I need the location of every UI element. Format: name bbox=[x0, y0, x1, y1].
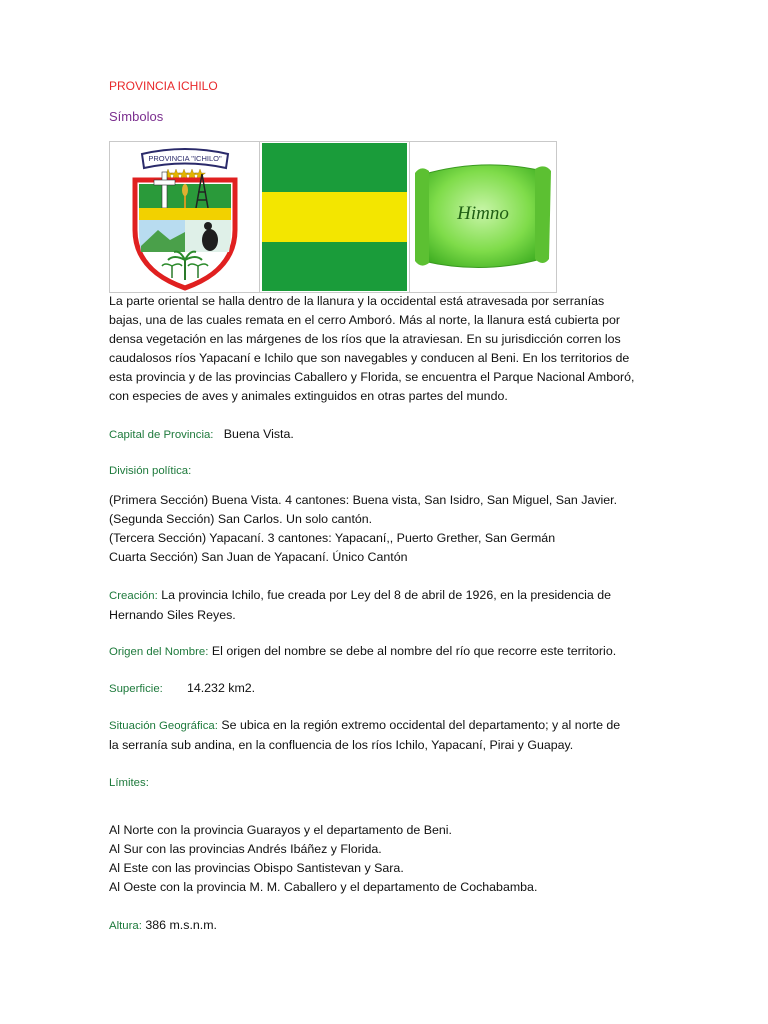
altitude-value: 386 m.s.n.m. bbox=[145, 918, 217, 932]
capital-label: Capital de Provincia: bbox=[109, 429, 214, 441]
hymn-label: Himno bbox=[457, 203, 509, 224]
surface-value: 14.232 km2. bbox=[186, 681, 256, 695]
surface-label: Superficie: bbox=[109, 683, 163, 695]
capital-value: Buena Vista. bbox=[223, 427, 294, 441]
geo-value: Se ubica en la región extremo occidental del departamento; y al norte de bbox=[221, 718, 621, 732]
division-line: (Tercera Sección) Yapacaní. 3 cantones: Yapacaní,, Puerto Grether, San Germán bbox=[109, 531, 556, 545]
surface-row bbox=[109, 679, 649, 699]
name-origin-label: Origen del Nombre: bbox=[109, 646, 209, 658]
description-paragraph bbox=[109, 292, 649, 406]
limits-line: Al Sur con las provincias Andrés Ibáñez y Florida. bbox=[109, 842, 382, 856]
description-line: caudalosos ríos Yapacaní e Ichilo que son navegables y conducen al Beni. En los territorios de bbox=[109, 351, 630, 365]
symbols-table bbox=[109, 141, 557, 293]
limits-label: Límites: bbox=[109, 777, 149, 789]
geo-label: Situación Geográfica: bbox=[109, 720, 218, 732]
flag-band-middle bbox=[262, 192, 407, 241]
limits-line: Al Oeste con la provincia M. M. Caballero y el departamento de Cochabamba. bbox=[109, 880, 538, 894]
description-line: La parte oriental se halla dentro de la llanura y la occidental está atravesada por serranías bbox=[109, 294, 605, 308]
flag-band-bottom bbox=[262, 242, 407, 291]
limits-line: Al Este con las provincias Obispo Santistevan y Sara. bbox=[109, 861, 404, 875]
document-title: PROVINCIA ICHILO bbox=[109, 79, 218, 93]
geo-value-cont: la serranía sub andina, en la confluencia de los ríos Ichilo, Yapacaní, Pirai y Guapay. bbox=[109, 738, 574, 752]
flag-cell bbox=[260, 142, 410, 292]
division-label: División política: bbox=[109, 465, 192, 477]
limits-label-row bbox=[109, 773, 649, 793]
coat-of-arms-cell bbox=[110, 142, 260, 292]
description-line: densa vegetación en las márgenes de los ríos que la atraviesan. En su jurisdicción corren los bbox=[109, 332, 621, 346]
hymn-scroll-image bbox=[413, 147, 553, 287]
division-label-row bbox=[109, 461, 649, 481]
description-line: esta provincia y de las provincias Caballero y Florida, se encuentra el Parque Nacional Amboró, bbox=[109, 370, 635, 384]
coat-of-arms-image bbox=[110, 142, 260, 292]
altitude-row bbox=[109, 916, 649, 936]
capital-row bbox=[109, 425, 649, 445]
geo-row bbox=[109, 716, 649, 755]
flag-band-top bbox=[262, 143, 407, 192]
altitude-label: Altura: bbox=[109, 920, 142, 932]
division-line: (Primera Sección) Buena Vista. 4 cantones: Buena vista, San Isidro, San Miguel, San Javier. bbox=[109, 493, 618, 507]
description-line: bajas, una de las cuales remata en el cerro Amboró. Más al norte, la llanura está cubierta por bbox=[109, 313, 621, 327]
division-line: Cuarta Sección) San Juan de Yapacaní. Único Cantón bbox=[109, 550, 408, 564]
limits-list bbox=[109, 821, 649, 897]
creation-row bbox=[109, 586, 649, 625]
description-line: con especies de aves y animales extinguidos en otras partes del mundo. bbox=[109, 389, 508, 403]
creation-value: La provincia Ichilo, fue creada por Ley del 8 de abril de 1926, en la presidencia de bbox=[161, 588, 612, 602]
symbols-heading: Símbolos bbox=[109, 109, 164, 124]
name-origin-row bbox=[109, 642, 649, 662]
coat-banner-text: PROVINCIA "ICHILO" bbox=[148, 154, 222, 163]
name-origin-value: El origen del nombre se debe al nombre del río que recorre este territorio. bbox=[211, 644, 617, 658]
limits-line: Al Norte con la provincia Guarayos y el departamento de Beni. bbox=[109, 823, 452, 837]
creation-value-cont: Hernando Siles Reyes. bbox=[109, 608, 236, 622]
division-list bbox=[109, 491, 649, 567]
division-line: (Segunda Sección) San Carlos. Un solo cantón. bbox=[109, 512, 373, 526]
creation-label: Creación: bbox=[109, 590, 158, 602]
hymn-cell bbox=[410, 142, 556, 292]
